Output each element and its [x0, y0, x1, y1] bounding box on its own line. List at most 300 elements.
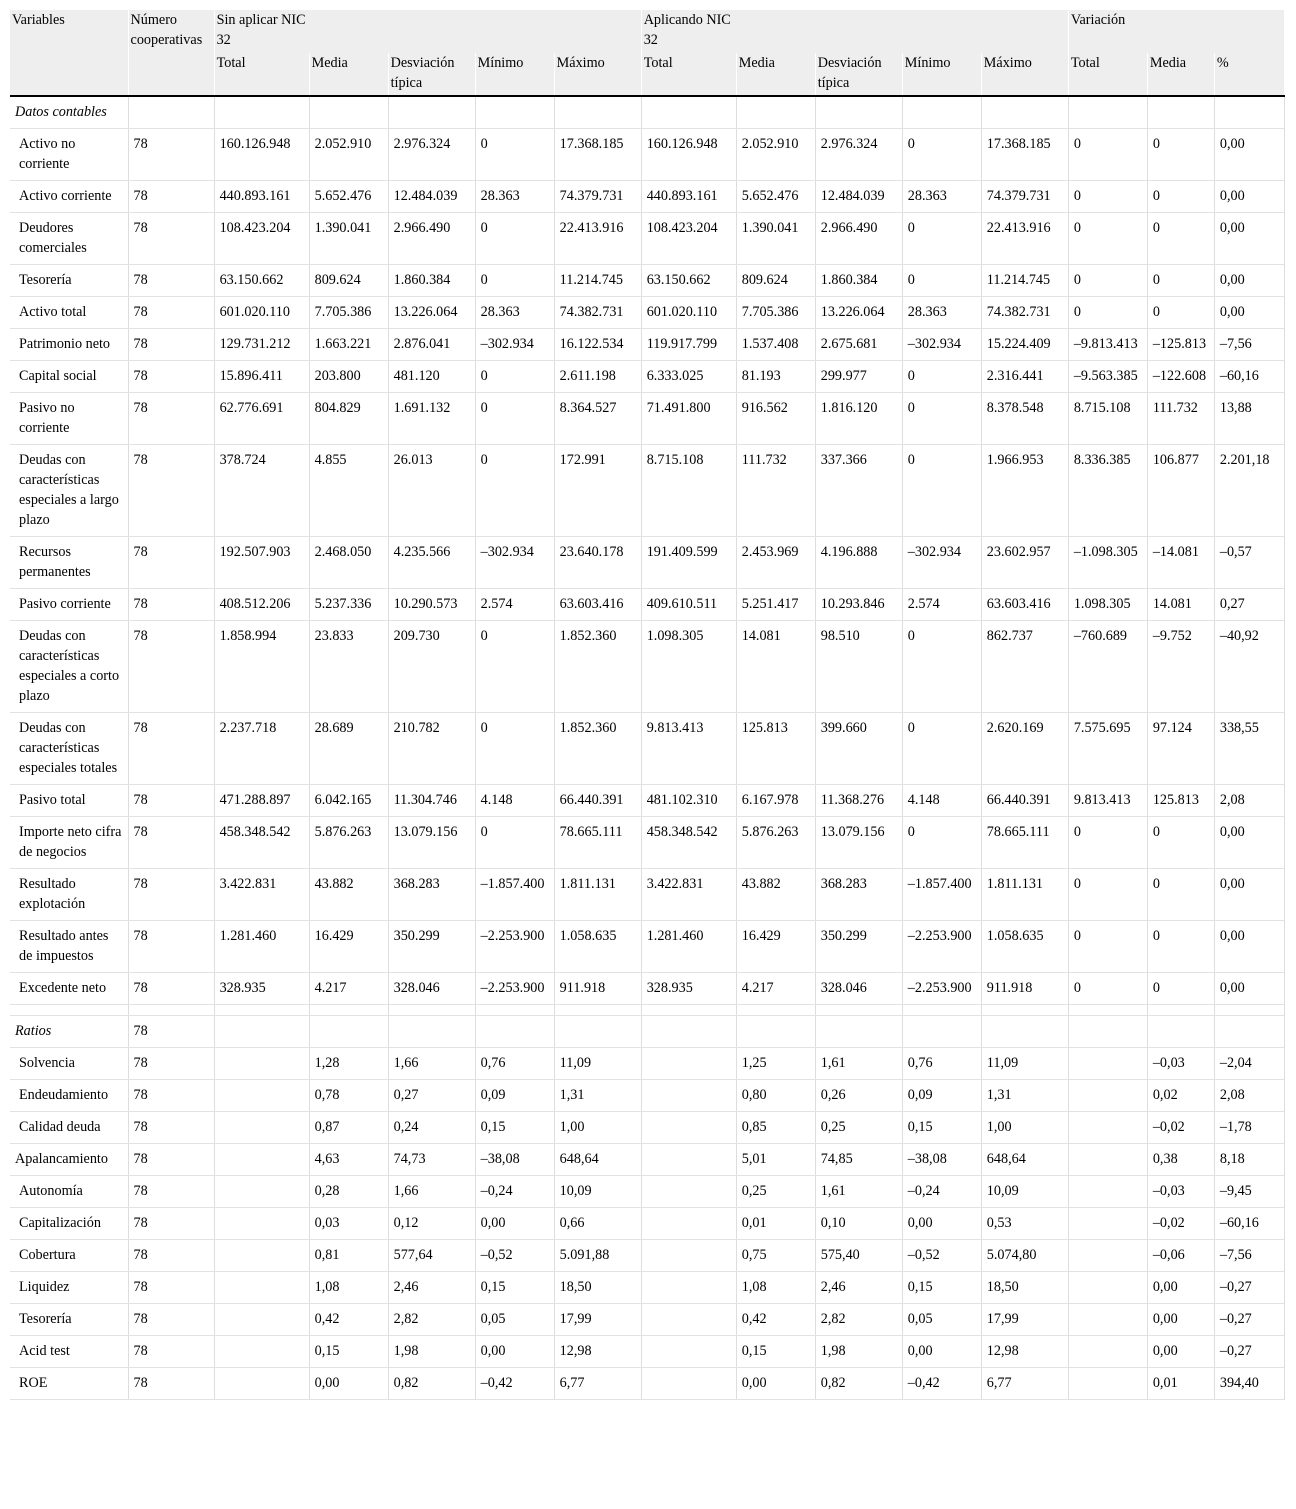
table-cell: 2,82: [815, 1304, 902, 1336]
subheader-cell: Total: [641, 53, 736, 96]
table-cell: 0,05: [475, 1304, 554, 1336]
table-cell: 17.368.185: [981, 129, 1068, 181]
table-cell: 2,08: [1214, 785, 1284, 817]
table-cell: 28.363: [475, 181, 554, 213]
table-cell: 1.537.408: [736, 329, 815, 361]
table-cell: 4.148: [475, 785, 554, 817]
table-cell: [214, 1112, 309, 1144]
empty-cell: [1214, 1005, 1284, 1016]
table-cell: 378.724: [214, 445, 309, 537]
empty-cell: [815, 1005, 902, 1016]
empty-cell: [475, 96, 554, 129]
table-cell: 0: [1068, 181, 1147, 213]
table-cell: 16.429: [309, 921, 388, 973]
table-row: [10, 1272, 1285, 1304]
table-cell: –0,42: [475, 1368, 554, 1400]
table-cell: 0,00: [1214, 129, 1284, 181]
table-cell: –0,52: [475, 1240, 554, 1272]
table-cell: 4.217: [309, 973, 388, 1005]
row-label: Acid test: [10, 1336, 128, 1368]
table-cell: 5.652.476: [736, 181, 815, 213]
table-cell: 5.091,88: [554, 1240, 641, 1272]
table-cell: 81.193: [736, 361, 815, 393]
table-cell: –60,16: [1214, 361, 1284, 393]
table-cell: 0,15: [475, 1272, 554, 1304]
table-cell: 0: [902, 621, 981, 713]
empty-cell: [1068, 1016, 1147, 1048]
table-header: [10, 10, 1285, 96]
row-label: Recursos permanentes: [10, 537, 128, 589]
table-cell: 0: [902, 361, 981, 393]
table-cell: 0,00: [1214, 213, 1284, 265]
table-cell: [641, 1080, 736, 1112]
empty-cell: [1147, 1016, 1214, 1048]
table-cell: –0,57: [1214, 537, 1284, 589]
section-label: Ratios: [10, 1016, 128, 1048]
table-cell: 9.813.413: [1068, 785, 1147, 817]
table-row: [10, 589, 1285, 621]
table-cell: 0,76: [902, 1048, 981, 1080]
table-cell: 0: [1068, 921, 1147, 973]
table-cell: 1.860.384: [388, 265, 475, 297]
subheader-cell: Desviación típica: [815, 53, 902, 96]
table-cell: 210.782: [388, 713, 475, 785]
table-cell: –9.752: [1147, 621, 1214, 713]
table-cell: 0,15: [475, 1112, 554, 1144]
table-cell: 0,00: [1214, 869, 1284, 921]
table-cell: 8.364.527: [554, 393, 641, 445]
table-cell: 2.574: [475, 589, 554, 621]
table-cell: 78: [128, 1336, 214, 1368]
table-cell: 2.966.490: [388, 213, 475, 265]
table-cell: –2.253.900: [902, 921, 981, 973]
subheader-cell: Desviación típica: [388, 53, 475, 96]
row-label: Resultado explotación: [10, 869, 128, 921]
table-cell: 8.715.108: [1068, 393, 1147, 445]
table-cell: 26.013: [388, 445, 475, 537]
table-cell: [641, 1176, 736, 1208]
table-cell: 18,50: [981, 1272, 1068, 1304]
table-cell: –40,92: [1214, 621, 1284, 713]
table-cell: 809.624: [736, 265, 815, 297]
table-cell: 0: [1068, 129, 1147, 181]
table-cell: 1,25: [736, 1048, 815, 1080]
table-row: [10, 361, 1285, 393]
table-cell: 78: [128, 589, 214, 621]
table-cell: 0,00: [902, 1208, 981, 1240]
table-cell: 1.390.041: [736, 213, 815, 265]
table-row: [10, 1368, 1285, 1400]
table-cell: 28.689: [309, 713, 388, 785]
table-cell: 0,27: [388, 1080, 475, 1112]
table-cell: 0,15: [736, 1336, 815, 1368]
empty-cell: [388, 1016, 475, 1048]
table-cell: –0,27: [1214, 1304, 1284, 1336]
table-cell: 5.251.417: [736, 589, 815, 621]
table-cell: 71.491.800: [641, 393, 736, 445]
table-cell: 98.510: [815, 621, 902, 713]
empty-cell: [1147, 1005, 1214, 1016]
table-cell: –1.098.305: [1068, 537, 1147, 589]
table-cell: –0,24: [902, 1176, 981, 1208]
table-cell: 6,77: [554, 1368, 641, 1400]
table-cell: –302.934: [902, 329, 981, 361]
table-cell: 16.122.534: [554, 329, 641, 361]
table-cell: –60,16: [1214, 1208, 1284, 1240]
table-cell: 0: [475, 445, 554, 537]
table-cell: 78: [128, 1240, 214, 1272]
table-cell: 10.290.573: [388, 589, 475, 621]
table-cell: 97.124: [1147, 713, 1214, 785]
table-row: [10, 265, 1285, 297]
row-label: Deudores comerciales: [10, 213, 128, 265]
table-cell: –0,27: [1214, 1336, 1284, 1368]
empty-cell: [1147, 96, 1214, 129]
table-body: [10, 96, 1285, 1400]
table-cell: 0,53: [981, 1208, 1068, 1240]
table-cell: 1.816.120: [815, 393, 902, 445]
table-cell: 74.382.731: [981, 297, 1068, 329]
table-row: [10, 973, 1285, 1005]
table-row: [10, 869, 1285, 921]
table-cell: –9.813.413: [1068, 329, 1147, 361]
empty-cell: [1214, 1016, 1284, 1048]
table-cell: 4,63: [309, 1144, 388, 1176]
subheader-cell: Mínimo: [475, 53, 554, 96]
table-cell: 13,88: [1214, 393, 1284, 445]
table-cell: 11.214.745: [981, 265, 1068, 297]
table-cell: 0,27: [1214, 589, 1284, 621]
empty-cell: [388, 96, 475, 129]
empty-cell: [736, 1016, 815, 1048]
table-cell: 458.348.542: [641, 817, 736, 869]
table-cell: 0: [1068, 213, 1147, 265]
table-cell: 2,46: [815, 1272, 902, 1304]
table-cell: 78: [128, 181, 214, 213]
row-label: Deudas con características especiales totales: [10, 713, 128, 785]
table-cell: 74.379.731: [554, 181, 641, 213]
table-cell: 78.665.111: [554, 817, 641, 869]
table-cell: 108.423.204: [641, 213, 736, 265]
table-cell: [214, 1240, 309, 1272]
table-cell: 350.299: [815, 921, 902, 973]
table-cell: 7.705.386: [736, 297, 815, 329]
section-count: [128, 96, 214, 129]
table-cell: [1068, 1208, 1147, 1240]
table-cell: 78: [128, 1304, 214, 1336]
table-row: [10, 297, 1285, 329]
table-cell: 78: [128, 1048, 214, 1080]
table-cell: 648,64: [981, 1144, 1068, 1176]
table-cell: 78: [128, 869, 214, 921]
table-cell: –0,03: [1147, 1048, 1214, 1080]
table-cell: 8.378.548: [981, 393, 1068, 445]
table-cell: 1.858.994: [214, 621, 309, 713]
table-cell: 11,09: [981, 1048, 1068, 1080]
table-cell: 78.665.111: [981, 817, 1068, 869]
table-cell: 2,82: [388, 1304, 475, 1336]
table-row: [10, 1208, 1285, 1240]
empty-cell: [736, 96, 815, 129]
table-cell: 5.074,80: [981, 1240, 1068, 1272]
empty-cell: [554, 1016, 641, 1048]
row-label: Activo total: [10, 297, 128, 329]
table-cell: 0,00: [1214, 181, 1284, 213]
empty-cell: [641, 96, 736, 129]
table-cell: 6.333.025: [641, 361, 736, 393]
table-cell: 13.079.156: [388, 817, 475, 869]
subheader-cell: Media: [309, 53, 388, 96]
table-cell: 0: [1068, 297, 1147, 329]
table-cell: 0,12: [388, 1208, 475, 1240]
table-cell: 63.150.662: [641, 265, 736, 297]
table-cell: 63.603.416: [981, 589, 1068, 621]
table-cell: 0,02: [1147, 1080, 1214, 1112]
table-cell: –2.253.900: [475, 973, 554, 1005]
table-cell: 368.283: [815, 869, 902, 921]
table-cell: [1068, 1112, 1147, 1144]
table-row: [10, 537, 1285, 589]
group-sin-aplicar: Sin aplicar NIC 32: [214, 10, 309, 53]
table-cell: 10,09: [554, 1176, 641, 1208]
table-cell: 172.991: [554, 445, 641, 537]
table-cell: 0: [1068, 817, 1147, 869]
table-cell: 809.624: [309, 265, 388, 297]
table-cell: 0: [475, 129, 554, 181]
row-label: Pasivo no corriente: [10, 393, 128, 445]
table-cell: 408.512.206: [214, 589, 309, 621]
table-cell: 4.235.566: [388, 537, 475, 589]
table-cell: 481.120: [388, 361, 475, 393]
table-cell: [214, 1336, 309, 1368]
table-cell: –2,04: [1214, 1048, 1284, 1080]
table-cell: 481.102.310: [641, 785, 736, 817]
table-cell: 23.640.178: [554, 537, 641, 589]
table-cell: 3.422.831: [214, 869, 309, 921]
table-cell: –9,45: [1214, 1176, 1284, 1208]
empty-cell: [128, 1005, 214, 1016]
table-cell: 0,81: [309, 1240, 388, 1272]
table-cell: 78: [128, 329, 214, 361]
empty-cell: [981, 96, 1068, 129]
table-cell: 0,00: [475, 1208, 554, 1240]
table-cell: –7,56: [1214, 329, 1284, 361]
table-cell: 78: [128, 1176, 214, 1208]
subheader-cell: Total: [1068, 53, 1147, 96]
row-label: Excedente neto: [10, 973, 128, 1005]
table-cell: 2.976.324: [388, 129, 475, 181]
table-row: [10, 1144, 1285, 1176]
table-cell: 1,08: [309, 1272, 388, 1304]
empty-cell: [902, 96, 981, 129]
table-cell: 1.058.635: [554, 921, 641, 973]
spacer-row: [10, 1005, 1285, 1016]
table-cell: 78: [128, 621, 214, 713]
section-row: [10, 96, 1285, 129]
table-cell: 2,46: [388, 1272, 475, 1304]
table-cell: 0: [475, 393, 554, 445]
table-cell: 106.877: [1147, 445, 1214, 537]
table-cell: 1.860.384: [815, 265, 902, 297]
table-cell: –302.934: [475, 537, 554, 589]
row-label: Tesorería: [10, 265, 128, 297]
table-cell: 0: [1147, 869, 1214, 921]
table-cell: 1,98: [815, 1336, 902, 1368]
section-count: 78: [128, 1016, 214, 1048]
table-cell: –0,24: [475, 1176, 554, 1208]
table-cell: 0,09: [902, 1080, 981, 1112]
table-cell: 15.224.409: [981, 329, 1068, 361]
table-cell: –0,03: [1147, 1176, 1214, 1208]
table-cell: 0,82: [388, 1368, 475, 1400]
table-cell: 0,82: [815, 1368, 902, 1400]
table-cell: 78: [128, 1080, 214, 1112]
table-cell: 368.283: [388, 869, 475, 921]
table-cell: 78: [128, 1208, 214, 1240]
table-cell: [1068, 1304, 1147, 1336]
table-cell: 10,09: [981, 1176, 1068, 1208]
table-cell: –38,08: [902, 1144, 981, 1176]
table-cell: 0: [902, 817, 981, 869]
table-cell: [214, 1272, 309, 1304]
table-cell: 78: [128, 785, 214, 817]
table-cell: 0,00: [475, 1336, 554, 1368]
table-cell: 78: [128, 393, 214, 445]
table-cell: 0: [902, 213, 981, 265]
table-cell: 7.705.386: [309, 297, 388, 329]
empty-cell: [214, 1016, 309, 1048]
table-cell: 63.150.662: [214, 265, 309, 297]
col-variables: Variables: [10, 10, 128, 53]
table-cell: 160.126.948: [214, 129, 309, 181]
table-cell: 43.882: [309, 869, 388, 921]
table-cell: 328.046: [815, 973, 902, 1005]
empty-cell: [641, 1016, 736, 1048]
table-cell: 1,98: [388, 1336, 475, 1368]
table-cell: 13.079.156: [815, 817, 902, 869]
table-cell: 78: [128, 1272, 214, 1304]
table-cell: 0,87: [309, 1112, 388, 1144]
table-cell: [214, 1144, 309, 1176]
table-cell: 328.935: [641, 973, 736, 1005]
row-label: Cobertura: [10, 1240, 128, 1272]
table-cell: –2.253.900: [475, 921, 554, 973]
table-cell: [641, 1048, 736, 1080]
table-cell: 0,05: [902, 1304, 981, 1336]
table-cell: 1.281.460: [214, 921, 309, 973]
empty-cell: [902, 1016, 981, 1048]
section-label: Datos contables: [10, 96, 128, 129]
empty-cell: [554, 96, 641, 129]
table-cell: –302.934: [475, 329, 554, 361]
row-label: Liquidez: [10, 1272, 128, 1304]
table-cell: 0: [902, 445, 981, 537]
table-cell: 11,09: [554, 1048, 641, 1080]
table-cell: 0,01: [736, 1208, 815, 1240]
table-cell: 2.620.169: [981, 713, 1068, 785]
table-cell: [641, 1144, 736, 1176]
table-cell: 0,78: [309, 1080, 388, 1112]
table-cell: 1.852.360: [554, 713, 641, 785]
table-cell: 911.918: [981, 973, 1068, 1005]
table-cell: 2.675.681: [815, 329, 902, 361]
table-cell: 1,66: [388, 1048, 475, 1080]
table-cell: 1,31: [981, 1080, 1068, 1112]
row-label: ROE: [10, 1368, 128, 1400]
table-cell: [214, 1368, 309, 1400]
table-cell: 2.966.490: [815, 213, 902, 265]
table-cell: 0: [1147, 265, 1214, 297]
table-cell: 440.893.161: [641, 181, 736, 213]
table-cell: 350.299: [388, 921, 475, 973]
table-cell: 4.855: [309, 445, 388, 537]
empty-cell: [10, 1005, 128, 1016]
table-cell: 0,01: [1147, 1368, 1214, 1400]
table-cell: 1,08: [736, 1272, 815, 1304]
table-row: [10, 817, 1285, 869]
table-cell: 119.917.799: [641, 329, 736, 361]
table-cell: 209.730: [388, 621, 475, 713]
table-cell: –1.857.400: [902, 869, 981, 921]
table-cell: [1068, 1336, 1147, 1368]
table-cell: 575,40: [815, 1240, 902, 1272]
table-cell: [641, 1272, 736, 1304]
table-cell: 2.316.441: [981, 361, 1068, 393]
table-cell: 78: [128, 1112, 214, 1144]
row-label: Pasivo corriente: [10, 589, 128, 621]
table-cell: 160.126.948: [641, 129, 736, 181]
table-cell: 0,00: [1214, 921, 1284, 973]
table-cell: –1,78: [1214, 1112, 1284, 1144]
table-cell: [1068, 1144, 1147, 1176]
empty-cell: [1068, 1005, 1147, 1016]
table-cell: 6.042.165: [309, 785, 388, 817]
table-cell: 78: [128, 537, 214, 589]
table-cell: 1.811.131: [981, 869, 1068, 921]
table-cell: 0: [1068, 869, 1147, 921]
table-cell: 0,28: [309, 1176, 388, 1208]
table-cell: 125.813: [736, 713, 815, 785]
table-cell: 17.368.185: [554, 129, 641, 181]
subheader-cell: %: [1214, 53, 1284, 96]
table-cell: –7,56: [1214, 1240, 1284, 1272]
empty-cell: [214, 1005, 309, 1016]
subheader-cell: Total: [214, 53, 309, 96]
table-cell: [1068, 1176, 1147, 1208]
table-cell: 0,38: [1147, 1144, 1214, 1176]
row-label: Pasivo total: [10, 785, 128, 817]
table-cell: 0,15: [902, 1112, 981, 1144]
table-cell: 2.468.050: [309, 537, 388, 589]
table-cell: [214, 1080, 309, 1112]
table-row: [10, 1304, 1285, 1336]
table-cell: 0,85: [736, 1112, 815, 1144]
table-cell: –125.813: [1147, 329, 1214, 361]
table-cell: 1.058.635: [981, 921, 1068, 973]
table-cell: 13.226.064: [388, 297, 475, 329]
table-cell: [641, 1336, 736, 1368]
table-row: [10, 921, 1285, 973]
table-cell: 6.167.978: [736, 785, 815, 817]
table-cell: 0: [1068, 265, 1147, 297]
subheader-cell: Máximo: [554, 53, 641, 96]
table-cell: 111.732: [1147, 393, 1214, 445]
empty-cell: [641, 1005, 736, 1016]
table-cell: –9.563.385: [1068, 361, 1147, 393]
table-cell: 0: [475, 265, 554, 297]
table-cell: 7.575.695: [1068, 713, 1147, 785]
table-row: [10, 1176, 1285, 1208]
